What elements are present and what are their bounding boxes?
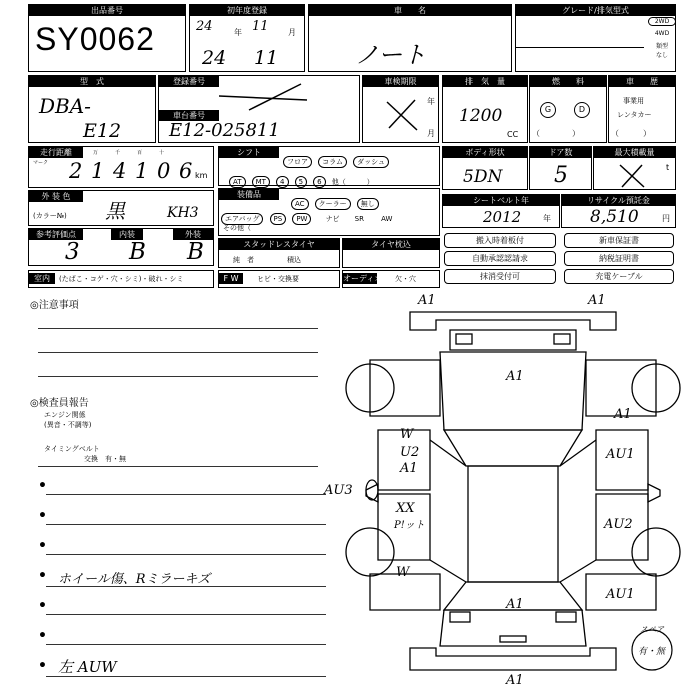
first-registration-label: 初年度登録 (190, 5, 304, 16)
equipment-label: 装備品 (219, 189, 279, 200)
equip-cooler: クーラー (315, 198, 351, 210)
mileage-place-2: 千 (115, 150, 121, 156)
bullet: • (38, 508, 47, 524)
seatbelt-value: 2012 (483, 208, 522, 226)
drive-2wd: 2WD (648, 17, 676, 26)
audio-box (342, 270, 440, 288)
fw-label: F W (219, 273, 243, 284)
model-label: 型 式 (29, 76, 155, 87)
first-reg-month-hint: 11 (252, 19, 269, 34)
fuel-paren: （ ） (532, 129, 580, 138)
recycle-value: 8,510 (590, 207, 639, 227)
color-sub: (カラー№) (33, 212, 67, 220)
seatbelt-label: シートベルト年 (443, 195, 559, 206)
interior-condition-label: 室内 (29, 273, 55, 284)
color-value: 黒 (105, 199, 125, 223)
report-line-9: 左 AUW (58, 658, 117, 676)
interior-label: 内装 (111, 229, 143, 240)
studless-pure: 純 者 (233, 256, 254, 264)
color-code: KH3 (167, 205, 199, 221)
doors-label: ドア数 (530, 147, 591, 158)
car-name-box (308, 4, 512, 72)
equip-airbag: エアバッグ (221, 213, 263, 225)
history-paren: （ ） (611, 129, 651, 138)
capacity-box (593, 146, 676, 190)
diag-left-pitto: P!ット (394, 520, 425, 531)
mileage-digit: 0 (157, 159, 171, 183)
equip-other: その他（ (223, 224, 251, 232)
equip-sr: SR (354, 215, 364, 223)
equip-aw: AW (381, 215, 393, 223)
equip-ps: PS (270, 213, 287, 225)
spare-value: 有・無 (638, 647, 666, 657)
first-reg-month-unit: 月 (288, 28, 296, 37)
bullet: • (38, 538, 47, 554)
displacement-label: 排 気 量 (443, 76, 527, 87)
spare-label: スペア (640, 625, 664, 634)
shift-other: 他（ ） (331, 178, 374, 186)
timing-exchange: 交換 有・無 (84, 455, 126, 463)
history-label: 車 歴 (609, 76, 675, 87)
displacement-unit: CC (507, 130, 519, 139)
mileage-place-4: 十 (159, 150, 165, 156)
inspection-year-unit: 年 (427, 97, 435, 106)
doors-value: 5 (554, 163, 568, 188)
report-line-5: ホイール傷、Rミラーキズ (58, 572, 211, 587)
diag-right-au1: AU1 (606, 447, 635, 462)
chassis-label: 車台番号 (159, 110, 219, 121)
shift-speed-5: 5 (295, 176, 307, 188)
inspection-cross (385, 98, 419, 132)
inspection-month-unit: 月 (427, 129, 435, 138)
shift-column: コラム (318, 156, 347, 168)
first-reg-month: 11 (254, 47, 279, 69)
mileage-digit: 6 (179, 159, 193, 183)
drive-4wd: 4WD (654, 30, 670, 37)
exterior-grade: B (187, 239, 204, 265)
diag-top-a1-left: A1 (418, 293, 436, 308)
inspection-label: 車検期限 (363, 76, 438, 87)
kigata-label: 類型 (655, 43, 668, 50)
report-title: ◎検査員報告 (30, 398, 89, 409)
diag-left-u2: U2 (400, 445, 420, 460)
shift-speed-4: 4 (276, 176, 288, 188)
bullet: • (38, 478, 47, 494)
equip-pw: PW (292, 213, 311, 225)
history-box (608, 75, 676, 143)
doors-box (529, 146, 592, 190)
mileage-digit: 4 (113, 159, 127, 183)
diag-left-au3: AU3 (324, 483, 353, 498)
diag-right-a1: A1 (614, 407, 632, 422)
color-label: 外 装 色 (29, 191, 83, 202)
diag-left-a1: A1 (400, 461, 418, 476)
lot-number-label: 出品番号 (29, 5, 185, 16)
fuel-label: 燃 料 (530, 76, 606, 87)
history-business: 事業用 (623, 97, 644, 105)
fw-items: ヒビ・交換要 (257, 275, 299, 283)
capacity-cross (618, 163, 646, 189)
diag-right-au1b: AU1 (606, 587, 635, 602)
shift-label: シフト (219, 147, 279, 158)
mileage-box (28, 146, 214, 188)
audio-items: 欠・穴 (395, 275, 416, 283)
timing-label: タイミングベルト (44, 445, 100, 453)
shift-floor: フロア (283, 156, 312, 168)
studless-load: 積込 (287, 256, 301, 264)
displacement-value: 1200 (459, 106, 503, 126)
fuel-box (529, 75, 607, 143)
first-reg-year-unit: 年 (234, 28, 242, 37)
bullet: • (38, 568, 47, 584)
diag-top-a1-right: A1 (588, 293, 606, 308)
body-box (442, 146, 528, 190)
audio-label: オーディオ (343, 274, 383, 283)
grades-box (28, 228, 214, 266)
interior-condition-box (28, 270, 214, 288)
diag-rear-a1: A1 (506, 597, 524, 612)
registration-box (158, 75, 360, 143)
grade-label: グレード/排気型式 (516, 5, 675, 16)
btn-auto-approval: 自動承認認請求 (444, 251, 556, 266)
diag-right-au2: AU2 (604, 517, 633, 532)
shift-mt: MT (252, 176, 270, 188)
seatbelt-box (442, 194, 560, 228)
btn-warranty: 新車保証書 (564, 233, 674, 248)
diag-bottom-a1: A1 (506, 673, 524, 688)
lot-number-box (28, 4, 186, 72)
recycle-box (561, 194, 676, 228)
registration-cross (219, 82, 309, 112)
grade-score-label: 参考評価点 (29, 229, 83, 240)
car-name-label: 車 名 (309, 5, 511, 16)
nashi-label: なし (655, 52, 668, 59)
mileage-mark: マーク (33, 160, 49, 166)
car-name: ノート (355, 41, 427, 69)
chassis-number: E12-025811 (169, 120, 280, 141)
tires-box (342, 238, 440, 268)
shift-box (218, 146, 440, 186)
equipment-box (218, 188, 440, 236)
model-value-1: DBA- (39, 94, 91, 118)
bullet: • (38, 628, 47, 644)
notes-title: ◎注意事項 (30, 300, 79, 311)
btn-delivery-board: 搬入時着板付 (444, 233, 556, 248)
diag-left-w2: W (396, 565, 410, 580)
shift-speed-6: 6 (313, 176, 325, 188)
btn-charge-cable: 充電ケーブル (564, 269, 674, 284)
history-rental: レンタカー (617, 111, 652, 119)
fuel-g: G (540, 102, 556, 118)
seatbelt-unit: 年 (543, 214, 551, 223)
tires-label: タイヤ枕込 (343, 239, 439, 250)
model-value-2: E12 (83, 120, 122, 142)
interior-condition-items: (たばこ・コゲ・穴・シミ)・破れ・シミ (59, 275, 184, 283)
inspection-box (362, 75, 439, 143)
studless-label: スタッドレスタイヤ (219, 239, 339, 250)
bullet: • (38, 658, 47, 674)
mileage-digit: 2 (69, 159, 83, 183)
diag-left-xx: XX (396, 501, 415, 516)
displacement-box (442, 75, 528, 143)
mileage-digit: 1 (91, 159, 105, 183)
body-value: 5DN (463, 167, 503, 187)
mileage-place-1: 万 (93, 150, 99, 156)
shift-dash: ダッシュ (353, 156, 389, 168)
capacity-unit: t (666, 163, 670, 172)
registration-label: 登録番号 (159, 76, 219, 87)
recycle-unit: 円 (662, 214, 670, 223)
mileage-digit: 1 (135, 159, 149, 183)
bullet: • (38, 598, 47, 614)
mileage-label: 走行距離 (29, 147, 83, 158)
mileage-place-3: 百 (137, 150, 143, 156)
fw-box (218, 270, 340, 288)
equip-ac: AC (291, 198, 309, 210)
engine-label: エンジン関係 (44, 411, 86, 419)
car-diagram (320, 290, 696, 690)
recycle-label: リサイクル預託金 (562, 195, 675, 206)
capacity-label: 最大積載量 (594, 147, 675, 158)
lot-number: SY0062 (35, 21, 155, 57)
exterior-label: 外装 (173, 229, 213, 240)
shift-at: AT (229, 176, 246, 188)
color-box (28, 190, 214, 226)
equip-navi: ナビ (325, 215, 340, 223)
btn-cancel-accept: 抹消受付可 (444, 269, 556, 284)
interior-grade: B (129, 239, 146, 265)
fuel-d: D (574, 102, 590, 118)
first-reg-year: 24 (202, 47, 227, 69)
engine-sub: (異音・不調等) (44, 421, 92, 429)
grade-box (515, 4, 676, 72)
first-reg-year-hint: 24 (196, 19, 213, 34)
diag-left-w: W (400, 427, 414, 442)
diag-roof: A1 (506, 369, 524, 384)
mileage-unit: km (195, 171, 208, 180)
body-label: ボディ形状 (443, 147, 527, 158)
equip-none: 無し (357, 198, 379, 210)
model-box (28, 75, 156, 143)
studless-box (218, 238, 340, 268)
grade-score: 3 (65, 239, 80, 265)
first-registration-box (189, 4, 305, 72)
btn-tax-cert: 納税証明書 (564, 251, 674, 266)
